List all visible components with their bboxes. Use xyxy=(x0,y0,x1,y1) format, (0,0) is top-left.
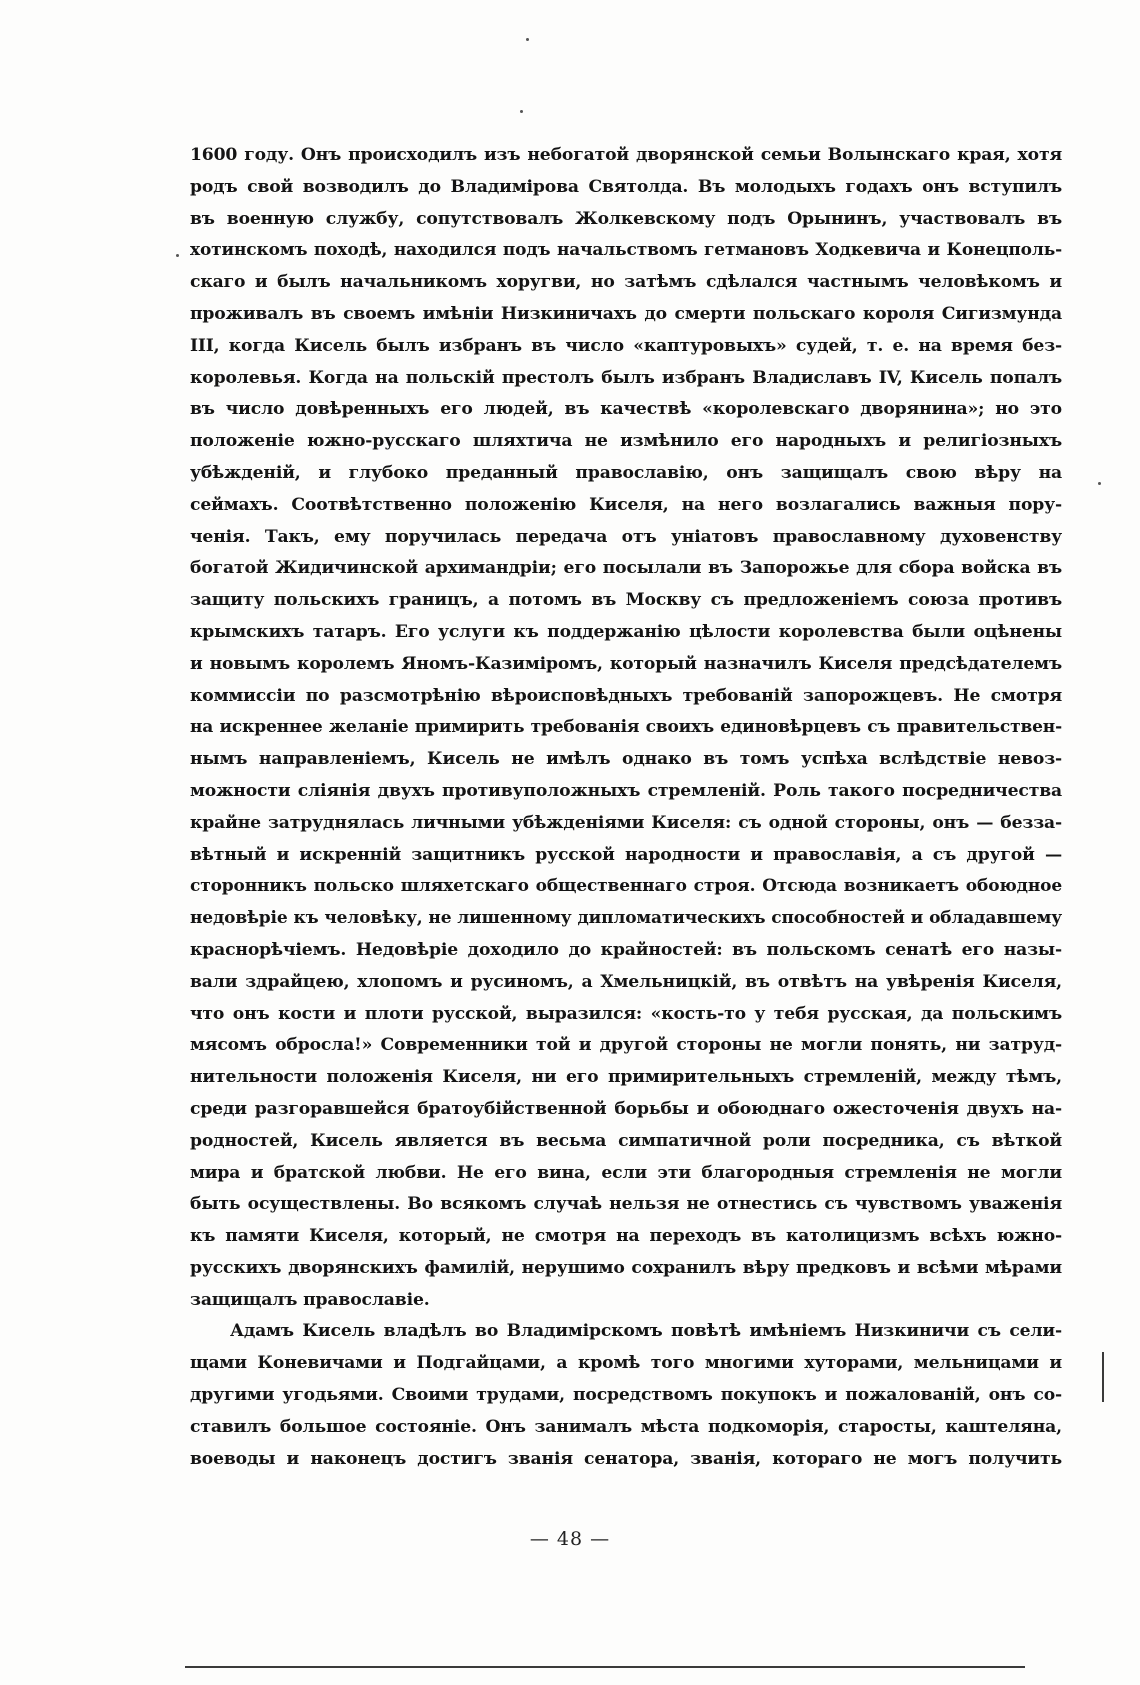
text-line: Адамъ Кисель владѣлъ во Владимірскомъ повѣтѣ имѣніемъ Низкиничи съ сели- xyxy=(230,1321,1062,1342)
text-line: крайне затруднялась личными убѣжденіями Киселя: съ одной стороны, онъ — безза- xyxy=(190,812,1062,833)
text-line: нительности положенія Киселя, ни его примирительныхъ стремленій, между тѣмъ, xyxy=(190,1067,1062,1088)
text-line: и новымъ королемъ Яномъ-Казиміромъ, который назначилъ Киселя предсѣдателемъ xyxy=(190,653,1062,674)
text-line: вѣтный и искренній защитникъ русской народности и православія, а съ другой — xyxy=(190,844,1062,865)
text-line: коммиссіи по разсмотрѣнію вѣроисповѣдныхъ требованій запорожцевъ. Не смотря xyxy=(190,685,1062,706)
text-line: среди разгоравшейся братоубійственной борьбы и обоюднаго ожесточенія двухъ на- xyxy=(190,1098,1062,1119)
text-line: русскихъ дворянскихъ фамилій, нерушимо сохранилъ вѣру предковъ и всѣми мѣрами xyxy=(190,1257,1062,1278)
text-line: щами Коневичами и Подгайцами, а кромѣ того многими хуторами, мельницами и xyxy=(190,1353,1062,1374)
text-line: что онъ кости и плоти русской, выразился: «кость-то у тебя русская, да польскимъ xyxy=(190,1003,1062,1024)
text-line: родъ свой возводилъ до Владимірова Святолда. Въ молодыхъ годахъ онъ вступилъ xyxy=(190,176,1062,197)
text-line: хотинскомъ походѣ, находился подъ начальствомъ гетмановъ Ходкевича и Конецполь- xyxy=(190,240,1062,261)
text-line: ченія. Такъ, ему поручилась передача отъ уніатовъ православному духовенству xyxy=(190,526,1062,547)
text-line: королевья. Когда на польскій престолъ былъ избранъ Владиславъ IV, Кисель попалъ xyxy=(190,367,1062,388)
text-line: въ военную службу, сопутствовалъ Жолкевскому подъ Орынинъ, участвовалъ въ xyxy=(190,208,1062,229)
text-line: крымскихъ татаръ. Его услуги къ поддержанію цѣлости королевства были оцѣнены xyxy=(190,621,1062,642)
text-line: воеводы и наконецъ достигъ званія сенатора, званія, котораго не могъ получить xyxy=(190,1448,1062,1469)
text-line: сеймахъ. Соотвѣтственно положенію Киселя, на него возлагались важныя пору- xyxy=(190,494,1062,515)
text-line: къ памяти Киселя, который, не смотря на переходъ въ католицизмъ всѣхъ южно- xyxy=(190,1226,1062,1247)
text-line: другими угодьями. Своими трудами, посредствомъ покупокъ и пожалованій, онъ со- xyxy=(190,1385,1062,1406)
scan-speck xyxy=(1098,482,1101,485)
scan-speck xyxy=(176,254,179,257)
text-line: защиту польскихъ границъ, а потомъ въ Москву съ предложеніемъ союза противъ xyxy=(190,590,1062,611)
paragraph-1 xyxy=(190,140,1062,1316)
text-line: въ число довѣренныхъ его людей, въ качествѣ «королевскаго дворянина»; но это xyxy=(190,399,1062,420)
body-text xyxy=(190,140,1062,1475)
text-line: убѣжденій, и глубоко преданный православію, онъ защищалъ свою вѣру на xyxy=(190,462,1062,483)
text-line: скаго и былъ начальникомъ хоругви, но затѣмъ сдѣлался частнымъ человѣкомъ и xyxy=(190,272,1062,293)
text-line: краснорѣчіемъ. Недовѣріе доходило до крайностей: въ польскомъ сенатѣ его назы- xyxy=(190,939,1062,960)
text-line: недовѣріе къ человѣку, не лишенному дипломатическихъ способностей и обладавшему xyxy=(190,908,1062,929)
scan-bottom-edge xyxy=(185,1666,1025,1668)
paragraph-2 xyxy=(190,1316,1062,1475)
scan-margin-mark xyxy=(1102,1352,1104,1402)
text-line: положеніе южно-русскаго шляхтича не измѣнило его народныхъ и религіозныхъ xyxy=(190,431,1062,452)
text-line: вали здрайцею, хлопомъ и русиномъ, а Хмельницкій, въ отвѣтъ на увѣренія Киселя, xyxy=(190,971,1062,992)
text-line: быть осуществлены. Во всякомъ случаѣ нельзя не отнестись съ чувствомъ уваженія xyxy=(190,1194,1062,1215)
text-line: мира и братской любви. Не его вина, если эти благородныя стремленія не могли xyxy=(190,1162,1062,1183)
text-line: богатой Жидичинской архимандріи; его посылали въ Запорожье для сбора войска въ xyxy=(190,558,1062,579)
text-line: сторонникъ польско шляхетскаго общественнаго строя. Отсюда возникаетъ обоюдное xyxy=(190,876,1062,897)
text-line: III, когда Кисель былъ избранъ въ число «каптуровыхъ» судей, т. е. на время без- xyxy=(190,335,1062,356)
scan-speck xyxy=(520,110,523,113)
text-line: нымъ направленіемъ, Кисель не имѣлъ однако въ томъ успѣха вслѣдствіе невоз- xyxy=(190,749,1062,770)
text-line: на искреннее желаніе примирить требованія своихъ единовѣрцевъ съ правительствен- xyxy=(190,717,1062,738)
text-line: защищалъ православіе. xyxy=(190,1289,430,1310)
page-number: — 48 — xyxy=(529,1528,611,1550)
scan-speck xyxy=(526,38,529,41)
text-line: проживалъ въ своемъ имѣніи Низкиничахъ до смерти польскаго короля Сигизмунда xyxy=(190,303,1062,324)
text-line: мясомъ обросла!» Современники той и другой стороны не могли понять, ни затруд- xyxy=(190,1035,1062,1056)
text-line: 1600 году. Онъ происходилъ изъ небогатой дворянской семьи Волынскаго края, хотя xyxy=(190,145,1062,165)
text-line: родностей, Кисель является въ весьма симпатичной роли посредника, съ вѣткой xyxy=(190,1130,1062,1151)
text-line: ставилъ большое состояніе. Онъ занималъ мѣста подкоморія, старосты, каштеляна, xyxy=(190,1416,1062,1437)
text-line: можности слiянiя двухъ противуположныхъ стремленій. Роль такого посредничества xyxy=(190,780,1062,801)
